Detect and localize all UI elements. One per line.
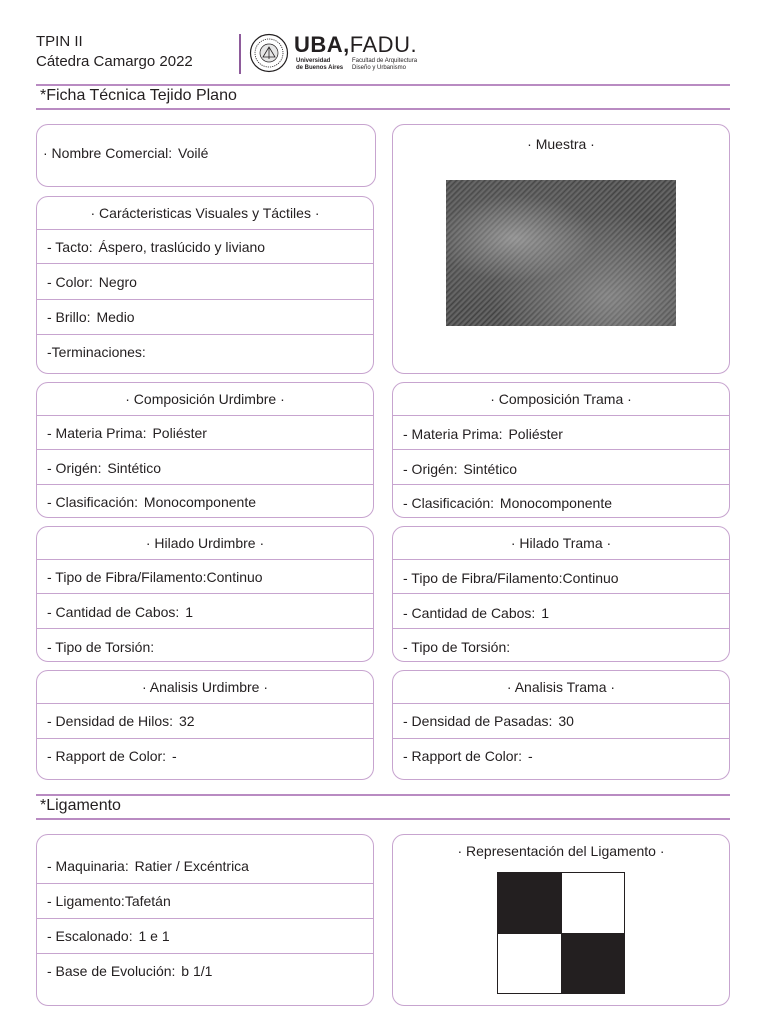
rapport-color-value: - (171, 748, 177, 764)
muestra-title: · Muestra · (527, 136, 595, 152)
materia-prima-label: - Materia Prima: (403, 426, 503, 442)
card-composicion-urdimbre (36, 382, 374, 518)
brillo-value: Medio (96, 309, 135, 325)
tipo-fibra-value: Continuo (562, 570, 619, 586)
materia-prima-value: Poliéster (508, 426, 563, 442)
weave-cell-1 (498, 873, 561, 933)
weave-grid-line (497, 933, 625, 934)
tipo-fibra-label: - Tipo de Fibra/Filamento: (403, 570, 563, 586)
clasificacion-label: - Clasificación: (47, 494, 139, 510)
nombre-comercial-value: Voilé (178, 145, 209, 161)
row-ligamento (37, 893, 373, 909)
row-divider (37, 918, 373, 919)
tipo-torsion-label: - Tipo de Torsión: (403, 639, 511, 655)
hilado-urdimbre-title: · Hilado Urdimbre · (145, 535, 265, 551)
card-analisis-urdimbre (36, 670, 374, 780)
row-divider (393, 738, 729, 739)
row-divider (393, 559, 729, 560)
row-base-evolucion (37, 963, 373, 979)
card-composicion-trama (392, 382, 730, 518)
divider-top-2 (36, 108, 730, 110)
row-cantidad-cabos (393, 605, 729, 621)
row-divider (37, 703, 373, 704)
densidad-hilos-value: 32 (178, 713, 195, 729)
row-divider (37, 334, 373, 335)
comp-trama-title: · Composición Trama · (490, 391, 632, 407)
row-tipo-fibra (393, 570, 729, 586)
row-tipo-torsion (37, 639, 373, 655)
maquinaria-label: - Maquinaria: (47, 858, 129, 874)
escalonado-value: 1 e 1 (138, 928, 170, 944)
logo-faculty (352, 58, 417, 72)
divider-ligamento-2 (36, 818, 730, 820)
row-brillo (37, 309, 373, 325)
row-densidad-hilos (37, 713, 373, 729)
row-materia-prima (37, 425, 373, 441)
row-divider (393, 593, 729, 594)
card-ligamento (36, 834, 374, 1006)
row-divider (37, 484, 373, 485)
header-divider (239, 34, 241, 74)
rapport-color-label: - Rapport de Color: (403, 748, 523, 764)
uba-fadu-logo (294, 32, 417, 58)
row-materia-prima (393, 426, 729, 442)
row-divider (37, 229, 373, 230)
clasificacion-label: - Clasificación: (403, 495, 495, 511)
row-tacto (37, 239, 373, 255)
chair-name: Cátedra Camargo 2022 (36, 53, 193, 70)
row-tipo-fibra (37, 569, 373, 585)
row-divider (37, 953, 373, 954)
maquinaria-value: Ratier / Excéntrica (134, 858, 249, 874)
caracteristicas-title: · Carácteristicas Visuales y Táctiles · (90, 205, 320, 221)
tipo-fibra-label: - Tipo de Fibra/Filamento: (47, 569, 207, 585)
fabric-sample-image (446, 180, 676, 326)
clasificacion-value: Monocomponente (499, 495, 612, 511)
divider-top (36, 84, 730, 86)
row-origen (37, 460, 373, 476)
brillo-label: - Brillo: (47, 309, 91, 325)
rapport-color-value: - (527, 748, 533, 764)
card-hilado-trama (392, 526, 730, 662)
row-divider (393, 415, 729, 416)
row-maquinaria (37, 858, 373, 874)
row-divider (37, 299, 373, 300)
course-name: TPIN II (36, 33, 83, 50)
representacion-title: · Representación del Ligamento · (457, 843, 665, 859)
row-divider (393, 484, 729, 485)
ligamento-value: Tafetán (124, 893, 171, 909)
row-divider (37, 738, 373, 739)
university-seal-icon (249, 33, 289, 73)
materia-prima-value: Poliéster (152, 425, 207, 441)
row-origen (393, 461, 729, 477)
weave-cell-3 (498, 933, 561, 993)
tacto-value: Áspero, traslúcido y liviano (98, 239, 266, 255)
origen-label: - Origén: (47, 460, 102, 476)
logo-fac-line1: Facultad de Arquitectura (352, 58, 418, 64)
hilado-trama-title: · Hilado Trama · (510, 535, 612, 551)
origen-value: Sintético (463, 461, 518, 477)
row-divider (37, 883, 373, 884)
row-divider (393, 449, 729, 450)
card-nombre-comercial (36, 124, 376, 187)
terminaciones-label: -Terminaciones: (47, 344, 146, 360)
cantidad-cabos-value: 1 (541, 605, 549, 621)
origen-label: - Origén: (403, 461, 458, 477)
row-clasificacion (37, 494, 373, 510)
color-value: Negro (98, 274, 137, 290)
clasificacion-value: Monocomponente (143, 494, 256, 510)
nombre-comercial-label: · Nombre Comercial: (43, 145, 173, 161)
base-evolucion-value: b 1/1 (181, 963, 213, 979)
analisis-urdimbre-title: · Analisis Urdimbre · (141, 679, 269, 695)
row-divider (37, 559, 373, 560)
row-divider (393, 703, 729, 704)
ligamento-label: - Ligamento: (47, 893, 125, 909)
base-evolucion-label: - Base de Evolución: (47, 963, 176, 979)
logo-fac-line2: Diseño y Urbanismo (352, 65, 407, 71)
card-hilado-urdimbre (36, 526, 374, 662)
row-escalonado (37, 928, 373, 944)
tacto-label: - Tacto: (47, 239, 93, 255)
row-tipo-torsion (393, 639, 729, 655)
row-cantidad-cabos (37, 604, 373, 620)
row-divider (37, 628, 373, 629)
origen-value: Sintético (107, 460, 162, 476)
densidad-pasadas-value: 30 (558, 713, 574, 729)
cantidad-cabos-value: 1 (185, 604, 193, 620)
weave-cell-2 (561, 873, 624, 933)
comp-urdimbre-title: · Composición Urdimbre · (125, 391, 285, 407)
logo-univ-line1: Universidad (296, 58, 331, 64)
logo-fadu: FADU. (349, 32, 418, 57)
row-clasificacion (393, 495, 729, 511)
row-divider (393, 628, 729, 629)
row-divider (37, 415, 373, 416)
row-divider (37, 593, 373, 594)
logo-uba: UBA, (294, 32, 350, 57)
rapport-color-label: - Rapport de Color: (47, 748, 167, 764)
cantidad-cabos-label: - Cantidad de Cabos: (47, 604, 180, 620)
card-caracteristicas (36, 196, 374, 374)
color-label: - Color: (47, 274, 93, 290)
logo-univ-line2: de Buenos Aires (296, 65, 344, 71)
densidad-hilos-label: - Densidad de Hilos: (47, 713, 174, 729)
row-nombre-comercial (37, 145, 375, 161)
divider-ligamento (36, 794, 730, 796)
section-title-ligamento: *Ligamento (40, 797, 121, 814)
row-terminaciones (37, 344, 373, 360)
cantidad-cabos-label: - Cantidad de Cabos: (403, 605, 536, 621)
row-rapport-color (393, 748, 729, 764)
logo-university (296, 58, 343, 72)
tipo-fibra-value: Continuo (206, 569, 263, 585)
row-divider (37, 263, 373, 264)
materia-prima-label: - Materia Prima: (47, 425, 147, 441)
card-analisis-trama (392, 670, 730, 780)
weave-cell-4 (561, 933, 624, 993)
analisis-trama-title: · Analisis Trama · (506, 679, 616, 695)
row-rapport-color (37, 748, 373, 764)
tipo-torsion-label: - Tipo de Torsión: (47, 639, 155, 655)
row-densidad-pasadas (393, 713, 729, 729)
escalonado-label: - Escalonado: (47, 928, 133, 944)
row-divider (37, 449, 373, 450)
section-title-ficha: *Ficha Técnica Tejido Plano (40, 87, 237, 104)
densidad-pasadas-label: - Densidad de Pasadas: (403, 713, 553, 729)
row-color (37, 274, 373, 290)
